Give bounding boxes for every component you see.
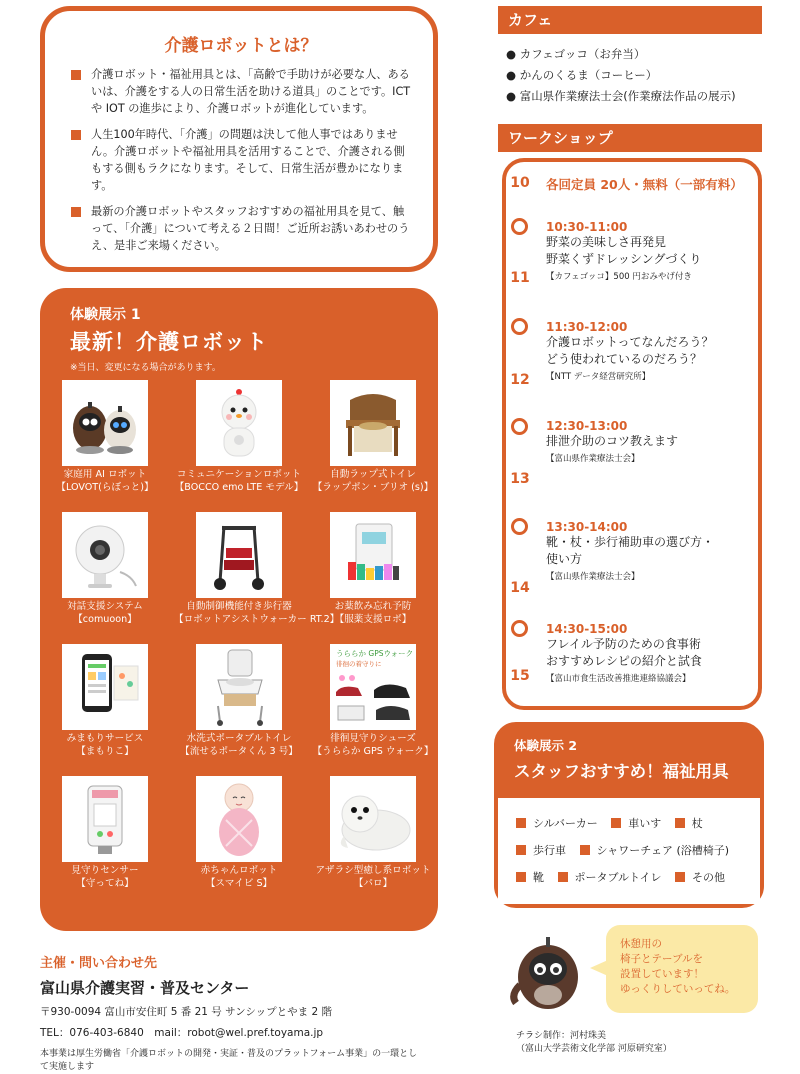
session-title: 靴・杖・歩行補助車の選び方・ [546, 535, 715, 549]
workshop-session [546, 220, 756, 282]
hour-label: 14 [510, 580, 530, 596]
bullet-square-icon [71, 70, 81, 80]
session-title: フレイル予防のための食事術 [546, 637, 701, 651]
cafe-list [506, 44, 766, 107]
exhibit-item [308, 776, 438, 890]
exhibit2-item: その他 [692, 871, 726, 884]
exhibit-item [308, 380, 438, 494]
workshop-session [546, 419, 756, 464]
timeline-circle-icon [511, 218, 528, 235]
exhibit-item [174, 776, 304, 890]
credit-line: チラシ制作：河村珠美 [516, 1031, 607, 1041]
session-title: 野菜の美味しさ再発見 [546, 235, 667, 249]
bubble-line: 設置しています！ [620, 968, 704, 980]
bullet-square-icon [675, 818, 685, 828]
exhibit-item-product: 【うららか GPS ウォーク】 [312, 746, 434, 757]
workshop-session [546, 520, 756, 582]
exhibit-item-caption: 対話支援システム [67, 601, 143, 612]
portable-toilet-photo [196, 644, 282, 730]
shoes-label-1: うららか GPSウォーク [336, 649, 414, 658]
speaker-photo [62, 512, 148, 598]
intro-paragraph [67, 66, 415, 117]
exhibit-item-product: 【comuoon】 [73, 614, 137, 625]
session-organizer: 【NTT データ経営研究所】 [546, 372, 651, 382]
exhibit-item [174, 644, 304, 758]
session-organizer: 【カフェゴッコ】500 円おみやげ付き [546, 272, 692, 282]
exhibit-item-product: 【流せるポータくん 3 号】 [180, 746, 298, 757]
session-time: 11:30-12:00 [546, 320, 628, 334]
exhibit-item-product: 【ロボットアシストウォーカー RT.2】 [174, 614, 340, 625]
exhibit-item-caption: 家庭用 AI ロボット [63, 469, 147, 480]
exhibit-item [40, 380, 170, 494]
session-title: 介護ロボットってなんだろう？ [546, 335, 714, 349]
exhibit-item [174, 512, 340, 626]
exhibit-item-product: 【パロ】 [353, 878, 393, 889]
wrap-toilet-photo [330, 380, 416, 466]
session-organizer: 【富山市食生活改善推進連絡協議会】 [546, 674, 691, 684]
cafe-item: ● カフェゴッコ（お弁当） [506, 47, 646, 61]
session-time: 10:30-11:00 [546, 220, 628, 234]
bubble-line: ゆっくりしていってね。 [620, 983, 736, 995]
workshop-session [546, 320, 756, 382]
bullet-square-icon [71, 130, 81, 140]
seal-robot-photo [330, 776, 416, 862]
lovot-robot-photo [62, 380, 148, 466]
session-title: 野菜くずドレッシングづくり [546, 252, 702, 266]
intro-paragraph-text: 最新の介護ロボットやスタッフおすすめの福祉用具を見て、触って、「介護」について考える２日間！ご近所お誘いあわせのうえ、是非ご来場ください。 [91, 205, 410, 252]
workshop-heading: ワークショップ [498, 124, 762, 152]
exhibit2-title: スタッフおすすめ！福祉用具 [514, 762, 729, 781]
credit-line: （富山大学芸術文化学部 河原研究室） [516, 1044, 672, 1054]
workshop-session [546, 622, 756, 684]
speech-bubble [606, 925, 758, 1013]
organizer-section [40, 952, 460, 1074]
bubble-line: 休憩用の [620, 938, 662, 950]
intro-title: 介護ロボットとは？ [164, 36, 318, 56]
bullet-square-icon [611, 818, 621, 828]
exhibit2-list [498, 798, 760, 904]
exhibit1-title: 最新！介護ロボット [70, 330, 268, 354]
shoes-photo [330, 644, 416, 730]
organizer-address: 〒930-0094 富山市安住町 5 番 21 号 サンシップとやま 2 階 [40, 1006, 332, 1018]
exhibit-item [308, 512, 438, 626]
exhibit2-row [516, 810, 750, 837]
intro-paragraph [67, 203, 415, 254]
intro-paragraph-text: 介護ロボット・福祉用具とは、「高齢で手助けが必要な人、あるいは、介護をする人の日常生活を助ける道具」のことです。ICT や IOT の進歩により、介護ロボットが進化しています。 [91, 68, 411, 115]
exhibit2-item: 杖 [691, 817, 703, 830]
exhibit-item [40, 512, 170, 626]
cafe-item: ● かんのくるま（コーヒー） [506, 68, 658, 82]
hour-label: 13 [510, 471, 530, 487]
session-organizer: 【富山県作業療法士会】 [546, 572, 640, 582]
bullet-square-icon [580, 845, 590, 855]
exhibit-item-caption: 水洗式ポータブルトイレ [186, 733, 292, 744]
exhibit2-row [516, 837, 750, 864]
organizer-heading: 主催・問い合わせ先 [40, 956, 158, 971]
bullet-square-icon [675, 872, 685, 882]
exhibit2-item: 歩行車 [533, 844, 566, 857]
exhibit-item-product: 【BOCCO emo LTE モデル】 [174, 482, 304, 493]
exhibit-item-caption: 徘徊見守りシューズ [330, 733, 416, 744]
bullet-square-icon [71, 207, 81, 217]
session-organizer: 【富山県作業療法士会】 [546, 454, 640, 464]
exhibit-item-product: 【LOVOT(らぼっと)】 [56, 482, 154, 493]
timeline-circle-icon [511, 318, 528, 335]
hour-label: 12 [510, 372, 530, 388]
hour-label: 10 [510, 175, 530, 191]
session-time: 12:30-13:00 [546, 419, 628, 433]
bullet-square-icon [516, 818, 526, 828]
exhibit-item-caption: アザラシ型癒し系ロボット [315, 865, 431, 876]
exhibit2-item: シャワーチェア (浴槽椅子) [596, 844, 730, 857]
sensor-photo [62, 776, 148, 862]
smartphone-photo [62, 644, 148, 730]
bubble-line: 椅子とテーブルを [620, 953, 704, 965]
intro-paragraph-text: 人生100年時代、「介護」の問題は決して他人事ではありません。介護ロボットや福祉用具を活用することで、介護される側もする側もラクになります。そして、日常生活が豊かになります。 [91, 128, 405, 192]
mascot-icon [506, 925, 592, 1019]
exhibit1-note: ※当日、変更になる場合があります。 [70, 363, 221, 373]
exhibit2-item: 靴 [533, 871, 544, 884]
exhibit-item-caption: 自動ラップ式トイレ [330, 469, 416, 480]
session-time: 14:30-15:00 [546, 622, 628, 636]
exhibit2-item: シルバーカー [533, 817, 598, 830]
cafe-item: ● 富山県作業療法士会(作業療法作品の展示) [506, 89, 736, 103]
hour-label: 11 [510, 270, 530, 286]
exhibit-item-product: 【まもりこ】 [76, 746, 134, 757]
workshop-info: 各回定員 20人・無料（一部有料） [546, 177, 743, 192]
exhibit-item [308, 644, 438, 758]
shoes-label-2: 徘徊の着守りに [336, 660, 382, 668]
exhibit-item [40, 644, 170, 758]
session-title: 使い方 [546, 552, 583, 566]
exhibit-item-caption: 赤ちゃんロボット [200, 865, 278, 876]
timeline-circle-icon [511, 518, 528, 535]
exhibit-item-product: 【スマイビ S】 [205, 878, 273, 889]
exhibit-item [174, 380, 304, 494]
session-title: どう使われているのだろう？ [546, 352, 703, 366]
walker-photo [196, 512, 282, 598]
timeline-circle-icon [511, 418, 528, 435]
pill-robot-photo [330, 512, 416, 598]
credit [516, 1030, 672, 1056]
bullet-square-icon [516, 845, 526, 855]
exhibit2-panel [494, 722, 764, 908]
session-time: 13:30-14:00 [546, 520, 628, 534]
exhibit2-header [498, 726, 760, 798]
timeline-circle-icon [511, 620, 528, 637]
exhibit2-subtitle: 体験展示 2 [514, 738, 578, 753]
organizer-contact: TEL：076-403-6840 mail：robot@wel.pref.toyama.jp [40, 1027, 324, 1039]
exhibit1-panel [40, 288, 438, 931]
organizer-note: 本事業は厚生労働省「介護ロボットの開発・実証・普及のプラットフォーム事業」の一環として実施します [40, 1049, 418, 1072]
exhibit-item-caption: みまもりサービス [66, 733, 144, 744]
intro-box [40, 6, 438, 272]
exhibit1-subtitle: 体験展示 1 [70, 307, 141, 323]
bullet-square-icon [558, 872, 568, 882]
exhibit2-item: ポータブルトイレ [574, 871, 662, 884]
intro-paragraph [67, 126, 415, 194]
exhibit-item-product: 【ラップポン・ブリオ (s)】 [312, 482, 434, 493]
bullet-square-icon [516, 872, 526, 882]
exhibit-item-caption: 見守りセンサー [71, 865, 139, 876]
baby-robot-photo [196, 776, 282, 862]
hour-label: 15 [510, 668, 530, 684]
organizer-name: 富山県介護実習・普及センター [40, 979, 250, 997]
exhibit-item-caption: お薬飲み忘れ予防 [334, 601, 412, 612]
session-title: 排泄介助のコツ教えます [546, 434, 679, 448]
bocco-robot-photo [196, 380, 282, 466]
exhibit2-item: 車いす [628, 817, 662, 830]
exhibit-item-product: 【守ってね】 [76, 878, 134, 889]
exhibit-item [40, 776, 170, 890]
session-title: おすすめレシピの紹介と試食 [546, 654, 702, 668]
exhibit-item-caption: コミュニケーションロボット [176, 469, 302, 480]
exhibit-item-caption: 自動制御機能付き歩行器 [186, 601, 292, 612]
cafe-heading: カフェ [498, 6, 762, 34]
exhibit2-row [516, 864, 750, 891]
exhibit-item-product: 【服薬支援ロボ】 [334, 614, 412, 625]
